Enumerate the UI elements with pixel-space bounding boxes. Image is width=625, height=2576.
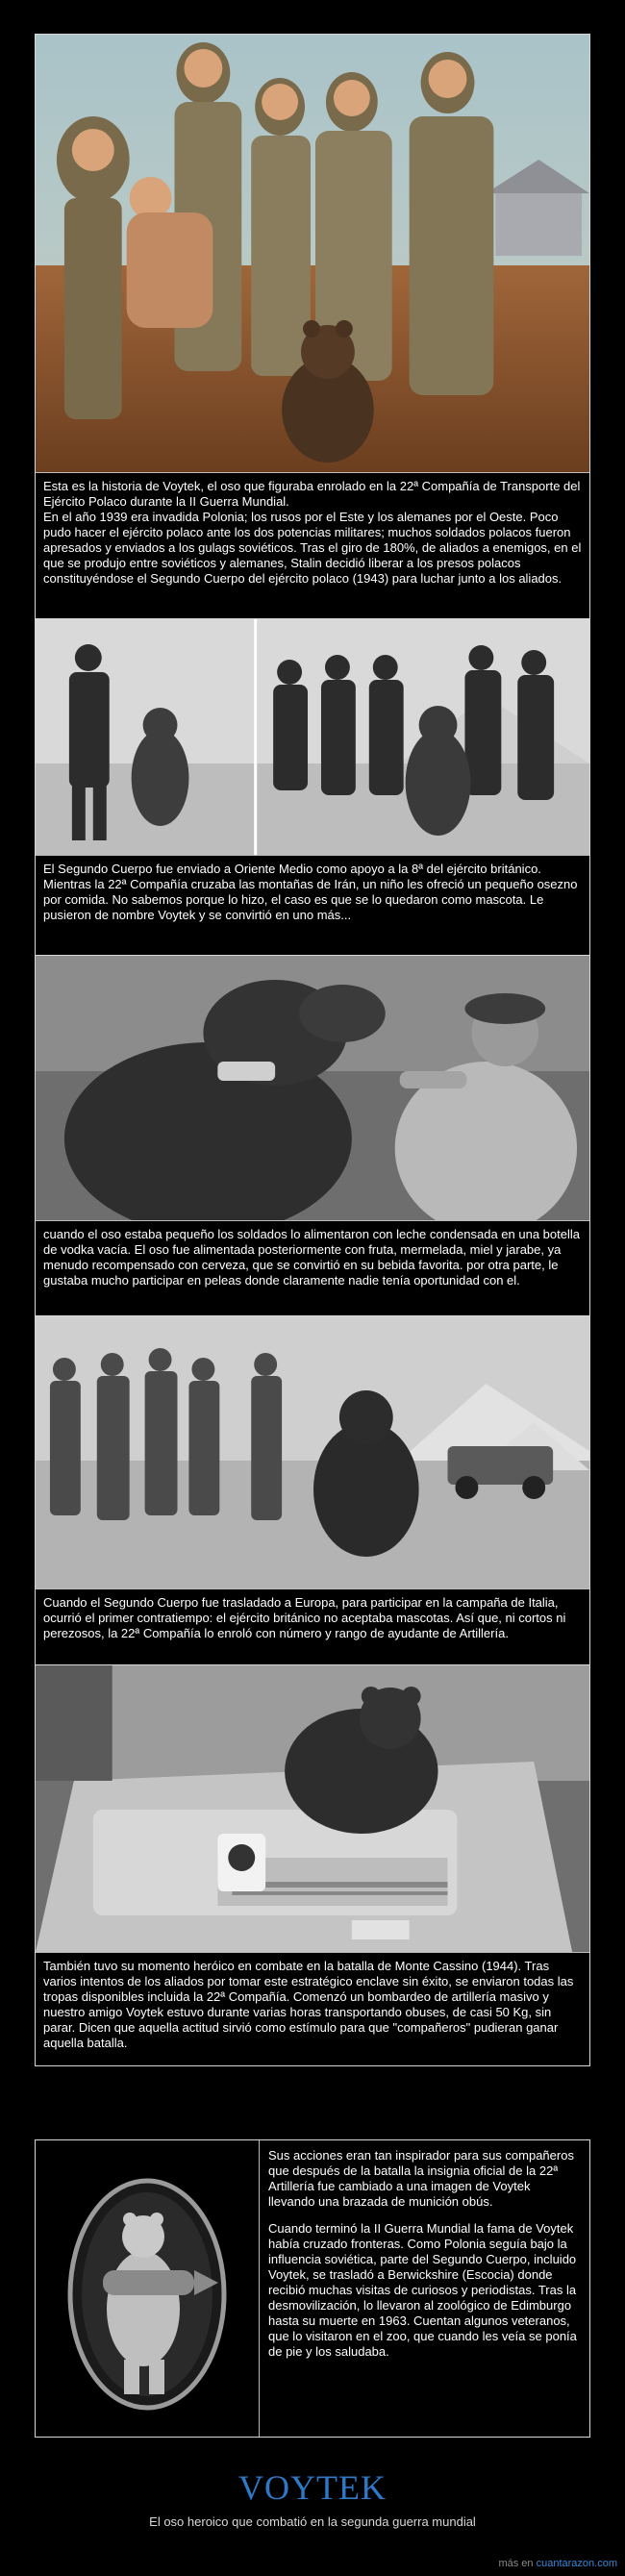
photo-bear-on-truck — [36, 1665, 589, 1952]
caption-1 — [36, 472, 589, 621]
footer-prefix: más en — [498, 2558, 534, 2569]
photo-bear-and-soldier — [36, 956, 589, 1220]
page-subtitle: El oso heroico que combatió en la segunda guerra mundial — [149, 2514, 476, 2529]
badge-side-text — [259, 2140, 589, 2437]
caption-1-paragraph-1: Esta es la historia de Voytek, el oso que figuraba enrolado en la 22ª Compañía de Transporte del Ejército Polaco durante la II Guerra Mundial. — [43, 479, 581, 509]
story-panel-2 — [35, 618, 590, 957]
badge-image-bear-with-shell — [36, 2140, 260, 2437]
caption-5 — [36, 1952, 589, 2067]
story-panel-1 — [35, 34, 590, 620]
story-panel-6 — [35, 2139, 590, 2438]
caption-2 — [36, 855, 589, 958]
caption-2-paragraph-1: El Segundo Cuerpo fue enviado a Oriente Medio como apoyo a la 8ª del ejército británico. Mientras la 22ª Compañía cruzaba las montañas de Irán, un niño les ofreció un pequeño osezno por comida. No sabemos porque lo hizo, el caso es que se lo quedaron como mascota. Le pusieron de nombre Voytek y se convirtió en uno más... — [43, 862, 578, 922]
photo-soldiers-feeding-bear — [36, 35, 589, 472]
photo-soldiers-with-bear-camp — [36, 619, 589, 855]
story-panel-5 — [35, 1664, 590, 2066]
photo-bear-standing-camp — [36, 1316, 589, 1588]
caption-6-paragraph-1: Sus acciones eran tan inspirador para sus compañeros que después de la batalla la insignia oficial de la 22ª Artillería fue cambiado a una imagen de Voytek llevando una brazada de munición obús. — [268, 2148, 574, 2209]
page-title: VOYTEK — [238, 2468, 387, 2507]
story-panel-3 — [35, 955, 590, 1317]
caption-1-paragraph-2: En el año 1939 era invadida Polonia; los rusos por el Este y los alemanes por el Oeste. Poco pudo hacer el ejército polaco ante los dos potencias militares; muchos soldados polacos fueron apresados y enviados a los gulags soviéticos. Tras el giro de 180%, de aliados a enemigos, en el que se produjo entre soviéticos y alemanes, Stalin decidió liberar a los presos polacos constituyéndose el Segundo Cuerpo del ejército polaco (1943) para luchar junto a los aliados. — [43, 510, 582, 586]
caption-6-paragraph-2: Cuando terminó la II Guerra Mundial la fama de Voytek había cruzado fronteras. Como Polonia seguía bajo la influencia soviética, parte del Segundo Cuerpo, incluido Voytek, se trasladó a Berwickshire (Escocia) donde recibió muchas visitas de curiosos y periodistas. Tras la desmovilización, lo llevaron al zoológico de Edimburgo hasta su muerte en 1963. Cuentan algunos veteranos, que lo visitaron en el zoo, que cuando les veía se ponía de pie y los saludaba. — [268, 2221, 577, 2359]
caption-5-paragraph-1: También tuvo su momento heróico en combate en la batalla de Monte Cassino (1944). Tras varios intentos de los aliados por tomar este estratégico enclave sin éxito, se enviaron todas las tropas disponibles incluida la 22ª Compañía. Comenzó un bombardeo de artillería masivo y nuestro amigo Voytek estuvo durante varias horas transportando obuses, de casi 50 Kg, sin parar. Dicen que aquella actitud sirvió como estímulo para que "compañeros" pudieran ganar aquella batalla. — [43, 1959, 574, 2050]
caption-4 — [36, 1588, 589, 1667]
footer — [498, 2558, 617, 2569]
caption-3 — [36, 1220, 589, 1318]
footer-site-link[interactable]: cuantarazon.com — [536, 2558, 617, 2569]
caption-4-paragraph-1: Cuando el Segundo Cuerpo fue trasladado a Europa, para participar en la campaña de Italia, ocurrió el primer contratiempo: el ejército británico no aceptaba mascotas. Así que, ni cortos ni perezosos, la 22ª Compañía lo enroló con número y rango de ayudante de Artillería. — [43, 1595, 566, 1640]
caption-3-paragraph-1: cuando el oso estaba pequeño los soldados lo alimentaron con leche condensada en una botella de vodka vacía. El oso fue alimentada posteriormente con fruta, mermelada, miel y jarabe, ya menudo recompensado con cerveza, que se convirtió en su bebida favorita. por otra parte, le gustaba mucho participar en peleas donde claramente nadie tenía oportunidad con el. — [43, 1227, 580, 1288]
story-panel-4 — [35, 1315, 590, 1666]
